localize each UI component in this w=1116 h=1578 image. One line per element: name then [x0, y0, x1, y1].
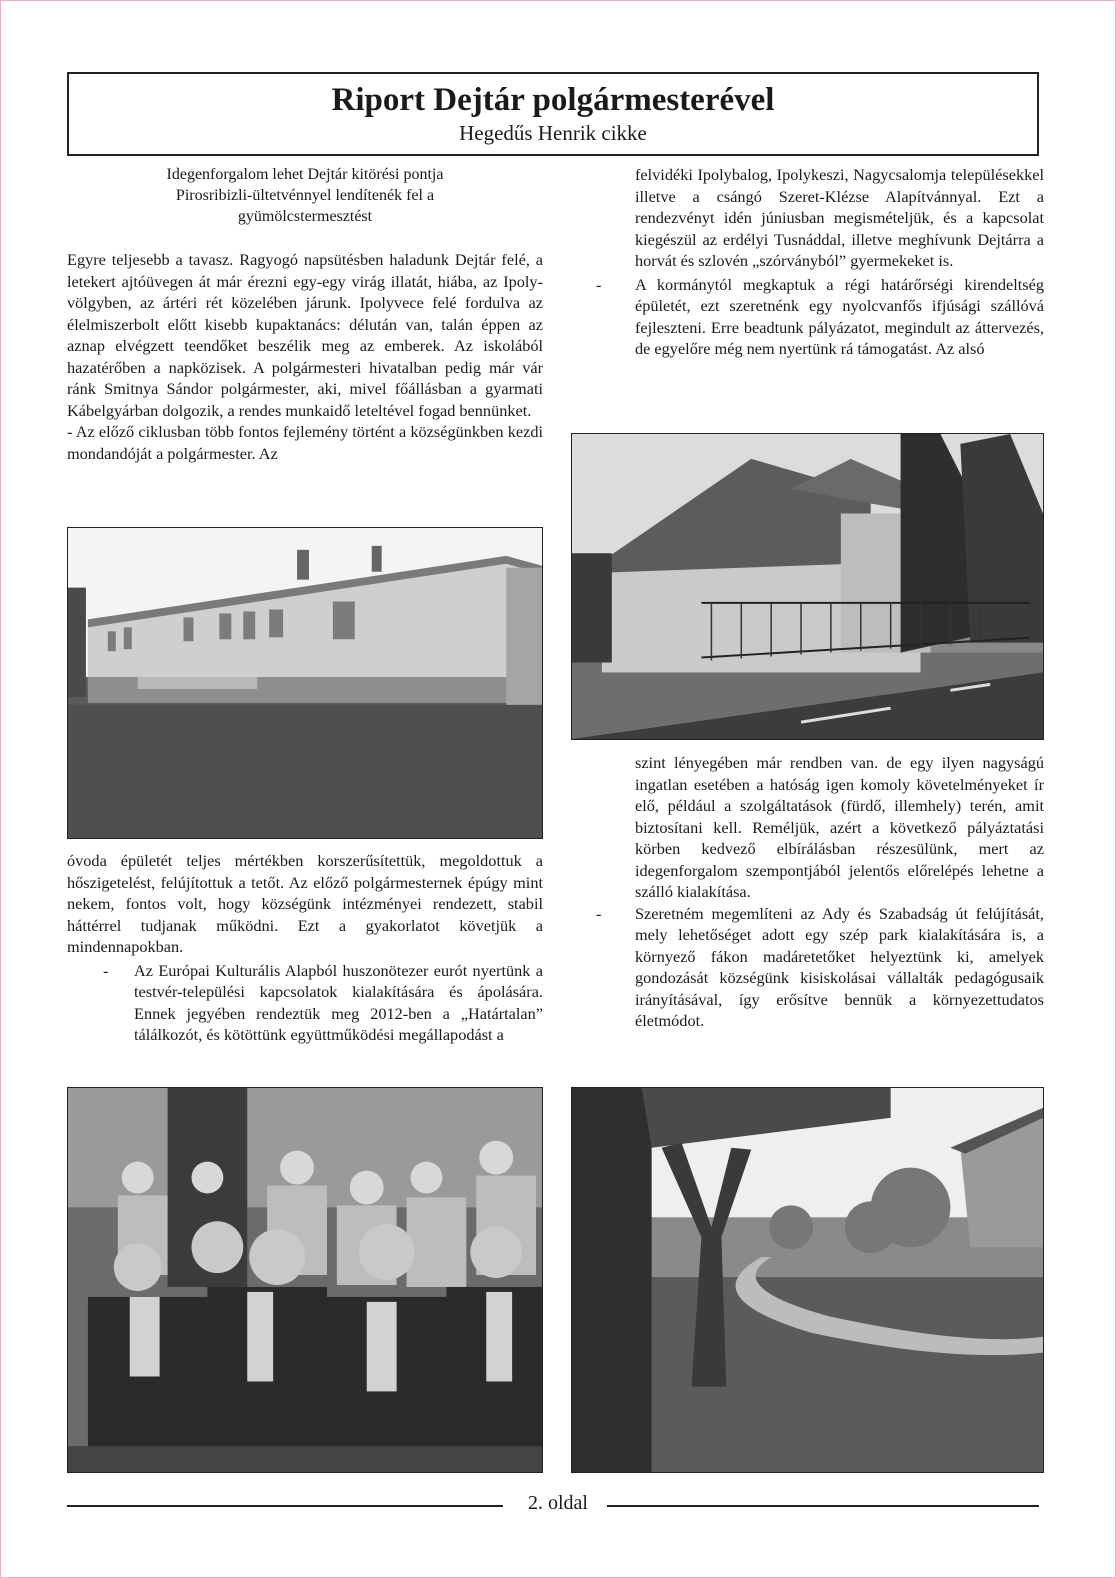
partnership-paragraph: felvidéki Ipolybalog, Ipolykeszi, Nagycsalomja településekkel illetve a csángó Szeret-Klézse Alapítvánnyal. Ezt a rendezvényt idén júniusban megismételjük, és a kapcsolat kiegészül az erdélyi Tusnáddal, illetve meghívunk Dejtárra a horvát és szlovén „szórványból” gyermekeket is. — [635, 165, 1044, 270]
photo-border-guard-building — [571, 433, 1044, 740]
kindergarten-paragraph: óvoda épületét teljes mértékben korszerűsítettük, megoldottuk a hőszigetelést, felújítottuk a tetőt. Az előző polgármesternek épúgy mint nekem, fontos volt, hogy községünk intézményei rendezett, stabil háttérrel tudjanak működni. Ezt a gyakorlatot követjük a mindennapokban. — [67, 851, 543, 956]
column-right-bottom — [596, 752, 1044, 1032]
photo-kindergarten-building — [67, 527, 543, 839]
subhead-line: Pirosribizli-ültetvénnyel lendítenék fel a — [175, 187, 435, 204]
bullet-text: A kormánytól megkaptuk a régi határőrségi kirendeltség épületét, ezt szeretnénk egy nyolcvanfős ifjúsági szállóvá fejleszteni. Erre beadtunk pályázatot, megindult az áttervezés, de egyelőre még nem nyertünk rá támogatást. Az alsó — [635, 274, 1044, 358]
article-subheads — [67, 164, 543, 227]
article-author: Hegedűs Henrik cikke — [459, 121, 647, 145]
column-left-bottom — [67, 850, 543, 1046]
page-number: 2. oldal — [528, 1492, 588, 1514]
photo-tree-and-road — [571, 1087, 1044, 1473]
subhead-line: Idegenforgalom lehet Dejtár kitörési pontja — [166, 166, 444, 183]
page-footer — [67, 1490, 1049, 1520]
photo-audience-event — [67, 1087, 543, 1473]
bullet-dash: - — [103, 960, 109, 980]
article-header — [67, 72, 1039, 156]
footer-rule-right — [607, 1505, 1039, 1507]
bullet-hostel — [596, 274, 1044, 360]
bullet-culture-fund — [67, 960, 543, 1046]
bullet-text: Az Európai Kulturális Alapból huszonötezer eurót nyertünk a testvér-települési kapcsolatok kialakítására és ápolására. Ennek jegyében rendeztük meg 2012-ben a „Határtalan” tálálkozót, és kötöttünk együttműködési megállapodást a — [134, 960, 543, 1044]
bullet-text: Szeretném megemlíteni az Ady és Szabadság út felújítását, mely lehetőséget adott egy szép park kialakítására is, a környező fákon madáretetőket helyeztünk ki, amelyek gondozását községünk kisiskolásai vállalták pedagógusaik irányításával, így erősítve bennük a környezettudatos életmódot. — [635, 903, 1044, 1030]
hostel-continuation: szint lényegében már rendben van. de egy ilyen nagyságú ingatlan esetében a hatóság igen komoly követelményeket ír elő, például a szolgáltatások (fürdő, illemhely) terén, amit biztosítani kell. Reméljük, azért a következő pályáztatási körben kedvező elbírálásban részesülünk, mert az idegenforgalom szempontjából jelentős előrelépés lehetne a szálló kialakítása. — [635, 753, 1044, 901]
column-right-top — [596, 164, 1044, 360]
mayor-quote-start: - Az előző ciklusban több fontos fejlemény történt a községünkben kezdi mondandóját a polgármester. Az — [67, 422, 543, 463]
bullet-dash: - — [596, 274, 602, 294]
subhead-line: gyümölcstermesztést — [237, 208, 373, 225]
column-left-top — [67, 164, 543, 464]
bullet-dash: - — [596, 903, 602, 923]
article-title: Riport Dejtár polgármesterével — [331, 82, 775, 118]
bullet-road-renovation — [596, 903, 1044, 1032]
intro-paragraph: Egyre teljesebb a tavasz. Ragyogó napsütésben haladunk Dejtár felé, a letekert ajtóüvegen át már érezni egy-egy virág illatát, hiába, az Ipoly-völgyben, az ártéri rét közelében járunk. Ipolyvece felé fordulva az élelmiszerbolt előtt kisebb kupaktanács: délután van, talán éppen az aznap elvégzett teendőket beszélik meg az emberek. Az iskolából hazatérőben a napközisek. A polgármesteri hivatalban pedig már vár ránk Smitnya Sándor polgármester, aki, mivel főállásban a gyarmati Kábelgyárban dolgozik, a rendes munkaidő leteltével fogad bennünket. — [67, 250, 543, 420]
